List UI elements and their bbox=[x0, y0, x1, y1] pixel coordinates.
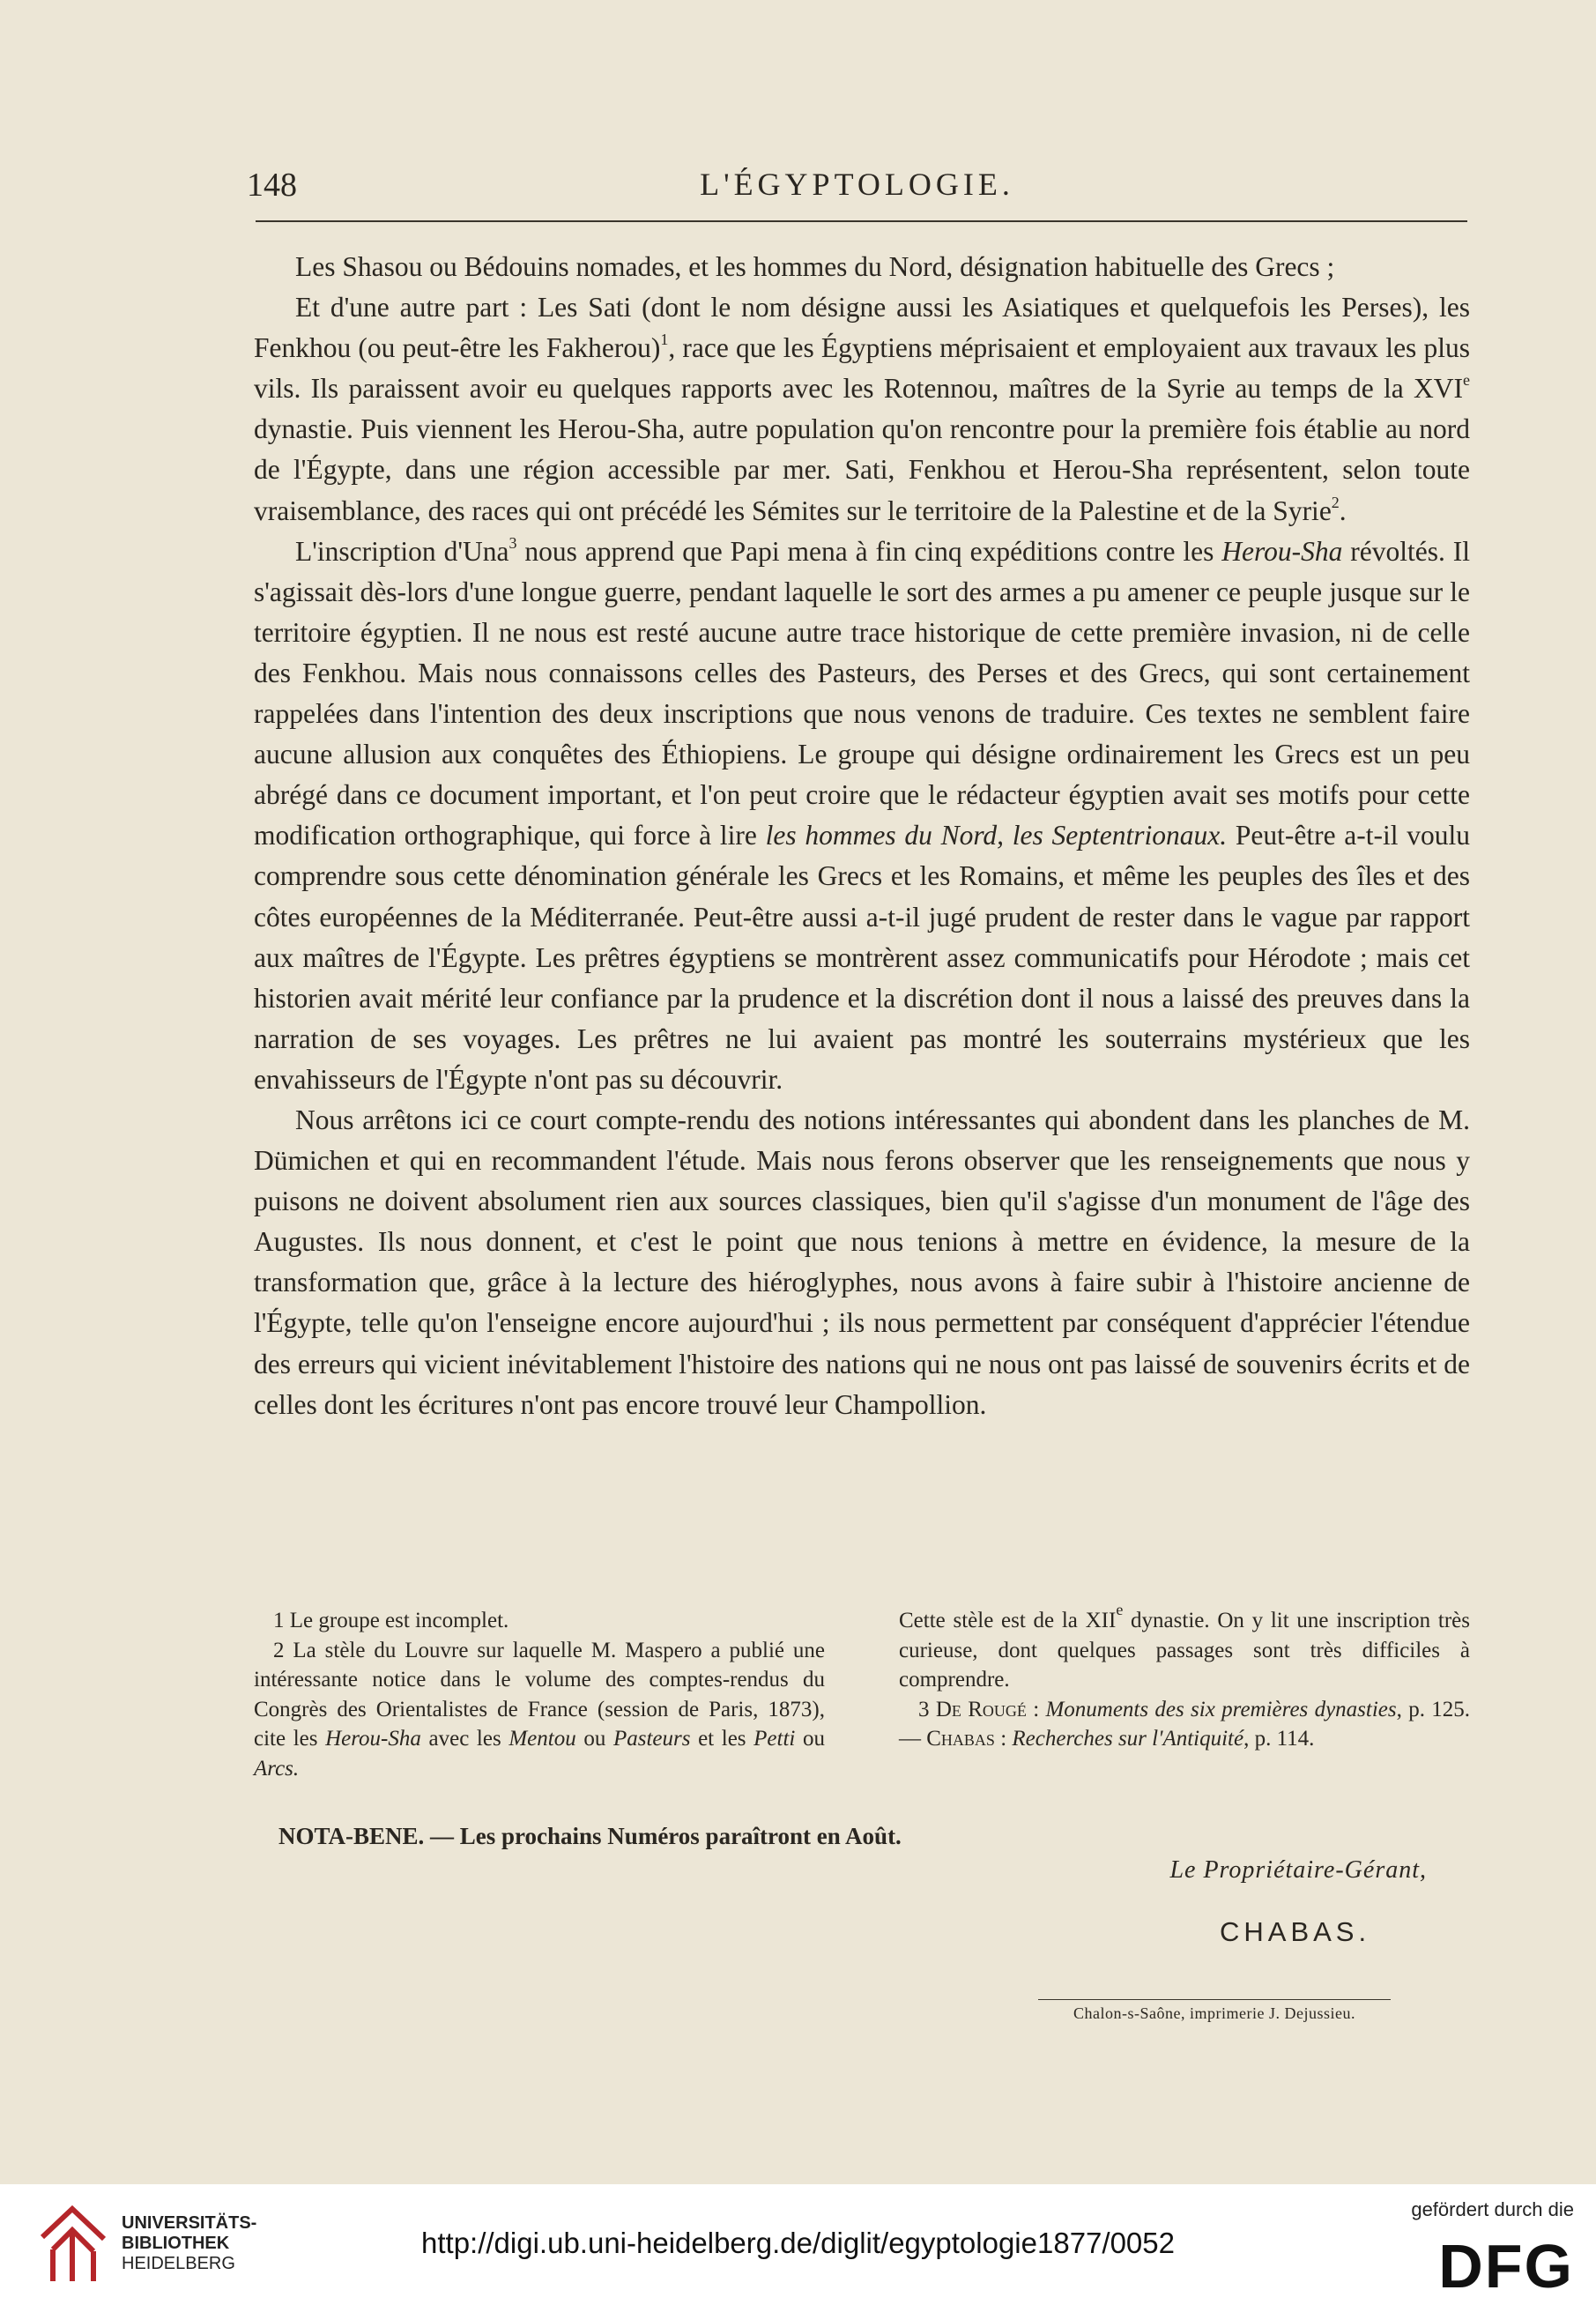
nota-bene: NOTA-BENE. — Les prochains Numéros paraîtront en Août. bbox=[278, 1823, 902, 1849]
footnote-3: 3 De Rougé : Monuments des six premières dynasties, p. 125. — Chabas : Recherches sur l'Antiquité, p. 114. bbox=[899, 1697, 1471, 1751]
dfg-logo: DFG bbox=[1438, 2232, 1574, 2301]
page-number: 148 bbox=[247, 167, 297, 204]
paragraph: Les Shasou ou Bédouins nomades, et les hommes du Nord, désignation habituelle des Grecs ; bbox=[295, 251, 1335, 282]
funded-by-label: gefördert durch die bbox=[1411, 2198, 1574, 2220]
footnotes-right-column bbox=[899, 1601, 1471, 1783]
footnote-ref: 1 bbox=[660, 331, 669, 349]
gerant-label: Le Propriétaire-Gérant, bbox=[1169, 1856, 1427, 1884]
permalink-url[interactable]: http://digi.ub.uni-heidelberg.de/diglit/egyptologie1877/0052 bbox=[421, 2227, 1175, 2259]
footnotes bbox=[254, 1601, 1471, 1783]
header-rule bbox=[256, 220, 1467, 222]
running-head: L'ÉGYPTOLOGIE. bbox=[700, 167, 1014, 202]
paragraph: L'inscription d'Una$^3$ nous apprend que Papi mena à fin cinq expéditions contre les Herou-Sha révoltés. Il s'agissait dès-lors d'une longue guerre, pendant laquelle le sort des armes a pu amener ce peuple jusque sur le territoire égyptien. Il ne nous est resté aucune autre trace historique de cette première invasion, ni de celle des Fenkhou. Mais nous connaissons celles des Pasteurs, des Perses et des Grecs, qui sont certainement rappelées dans l'intention des deux inscriptions que nous venons de traduire. Ces textes ne semblent faire aucune allusion aux conquêtes des Éthiopiens. Le groupe qui désigne ordinairement les Grecs est un peu abrégé dans ce document important, et l'on peut croire que le rédacteur égyptien avait ses motifs pour cette modification orthographique, qui force à lire les hommes du Nord, les Septentrionaux. Peut-être a-t-il voulu comprendre sous cette dénomination générale les Grecs et les Romains, et même les peuples des îles et des côtes européennes de la Méditerranée. Peut-être aussi a-t-il jugé prudent de rester dans le vague par rapport aux maîtres de l'Égypte. Les prêtres égyptiens se montrèrent assez communicatifs pour Hérodote ; mais cet historien avait mérité leur confiance par la prudence et la discrétion dont il nous a laissé des preuves dans la narration de ses voyages. Les prêtres ne lui avaient pas montré les souterrains mystérieux que les envahisseurs de l'Égypte n'ont pas su découvrir. bbox=[254, 533, 1470, 1095]
footnote-1: 1 Le groupe est incomplet. bbox=[273, 1609, 509, 1632]
page-header bbox=[247, 166, 1467, 219]
footnotes-left-column bbox=[254, 1606, 825, 1783]
imprint: Chalon-s-Saône, imprimerie J. Dejussieu. bbox=[1073, 2004, 1355, 2022]
footnote-ref: 3 bbox=[508, 533, 517, 552]
footnote-ref: 2 bbox=[1331, 493, 1340, 511]
imprint-rule bbox=[1038, 1999, 1391, 2000]
footnote-2-continued: Cette stèle est de la XIIe dynastie. On y lit une inscription très curieuse, dont quelques passages sont très difficiles à comprendre. bbox=[899, 1601, 1470, 1692]
paragraph: Nous arrêtons ici ce court compte-rendu des notions intéressantes qui abondent dans les planches de M. Dümichen et qui en recommandent l'étude. Mais nous ferons observer que les renseignements que nous y puisons ne doivent absolument rien aux sources classiques, bien qu'il s'agisse d'un monument de l'âge des Augustes. Ils nous donnent, et c'est le point que nous tenions à mettre en évidence, la mesure de la transformation que, grâce à la lecture des hiéroglyphes, nous avons à faire subir à l'histoire ancienne de l'Égypte, telle qu'on l'enseigne encore aujourd'hui ; ils nous permettent par conséquent d'apprécier l'étendue des erreurs qui vicient inévitablement l'histoire des nations qui ne nous ont pas laissé de souvenirs écrits et de celles dont les écritures n'ont pas encore trouvé leur Champollion. bbox=[254, 1104, 1470, 1420]
signature: CHABAS. bbox=[1220, 1916, 1371, 1947]
body-text bbox=[254, 247, 1470, 1425]
library-name: UNIVERSITÄTS- BIBLIOTHEK HEIDELBERG bbox=[122, 2213, 257, 2273]
viewer-footer bbox=[0, 2184, 1596, 2305]
footnote-2: 2 La stèle du Louvre sur laquelle M. Maspero a publié une intéressante notice dans le volume des comptes-rendus du Congrès des Orientalistes de France (session de Paris, 1873), cite les Herou-Sha avec les Mentou ou Pasteurs et les Petti ou Arcs. bbox=[254, 1638, 825, 1781]
paragraph: Et d'une autre part : Les Sati (dont le nom désigne aussi les Asiatiques et quelquefois les Perses), les Fenkhou (ou peut-être les Fakherou)$^1$, race que les Égyptiens méprisaient et employaient aux travaux les plus vils. Ils paraissent avoir eu quelques rapports avec les Rotennou, maîtres de la Syrie au temps de la XVIe dynastie. Puis viennent les Herou-Sha, autre population qu'on rencontre pour la première fois établie au nord de l'Égypte, dans une région accessible par mer. Sati, Fenkhou et Herou-Sha représentent, selon toute vraisemblance, des races qui ont précédé les Sémites sur le territoire de la Palestine et de la Syrie$^2$. bbox=[254, 292, 1470, 526]
